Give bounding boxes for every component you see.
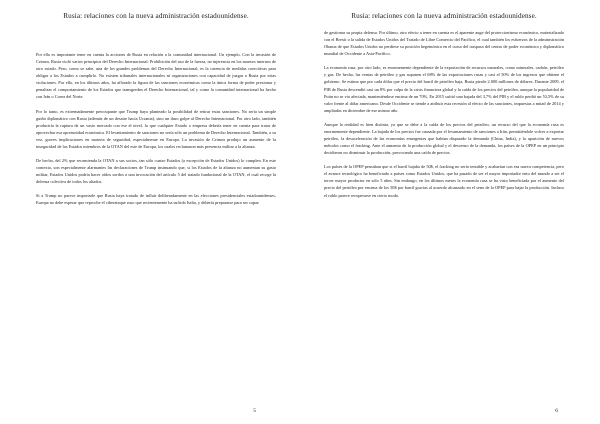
- paragraph: de gestionar su propia defensa. Por último, otro efecto a tener en cuenta es el aparente auge del proteccionismo económico, materializado con el Brexit o la salida de Estados Unidos del Tratado de Libre Comercio del Pacífico, el cual también los esfuerzos de la administración Obama de que Estados Unidos no perdiese su posición hegemónica en el curso del traspaso del centro de poder económico y diplomático mundial de Occidente a Asia-Pacífico.: [324, 30, 564, 57]
- paragraph: Los países de la OPEP pensaban que si el barril bajaba de 50$, el fracking no sería rentable y acabarían con esa nueva competencia, pero el avance tecnológico ha beneficiado a países como Estados Unidos, que ha pasado de ser el mayor importador neto del mundo a ser el tercer mayor productor en sólo 5 años. Sin embargo, en los últimos meses la economía rusa se ha visto beneficiada por el aumento del precio del petróleo por encima de los 50$ por barril gracias al acuerdo alcanzado en el seno de la OPEP para bajar la producción. Incluso el rublo parece recuperarse en cierto modo.: [324, 164, 564, 198]
- page-number: 5: [253, 408, 256, 414]
- paragraph: De hecho, del 2% que recomienda la OTAN a sus socios, tan sólo cuatro Estados (a excepción de Estados Unidos) lo cumplen. En este contexto, son especialmente alarmantes las declaraciones de Trump insinuando que, si los Estados de la alianza no aumentan su gasto militar, Estados Unidos podría hacer oídos sordos a una invocación del artículo 5 del tratado fundacional de la OTAN, el cual recoge la defensa colectiva de todos los aliados.: [36, 157, 276, 185]
- right-page: [300, 0, 600, 424]
- paragraph: La economía rusa, por otro lado, es enormemente dependiente de la exportación de recursos naturales, como minerales, carbón, petróleo y gas. De hecho, las ventas de petróleo y gas suponen el 68% de las exportaciones rusas y casi el 50% de los ingresos que obtiene el gobierno. Se estima que por cada dólar que el precio del barril de petróleo baja, Rusia pierde 2.000 millones de dólares. Durante 2009, el PIB de Rusia descendió casi un 8% por culpa de la crisis financiera global y la caída de los precios del petróleo, aunque la popularidad de Putin no se vio afectada, manteniéndose encima de un 70%. En 2015 sufrió una bajada del 3,7% del PIB y el rublo perdió un 53,5% de su valor frente al dólar americano. Desde Occidente se tiende a atribuir esta recesión al efecto de las sanciones, impuestas a mitad de 2014 y ampliadas en diciembre de ese mismo año.: [324, 65, 564, 113]
- paragraph: Aunque la realidad es bien distinta, ya que se debe a la caída de los precios del petróleo, un recurso del que la economía rusa es enormemente dependiente. La bajada de los precios fue causada por el levantamiento de sanciones a Irán, permitiéndole volver a exportar petróleo, la desaceleración de las economías emergentes que habían disparado la demanda (China, India), y la aparición de nuevos métodos como el fracking. Ante el aumento de la producción global y el descenso de la demanda, los países de la OPEP en un principio decidieron no disminuir la producción, provocando una caída de precios.: [324, 121, 564, 156]
- running-header: Rusia: relaciones con la nueva administración estadounidense.: [351, 12, 537, 20]
- paragraph: Por ello es importante tener en cuenta la acciones de Rusia en relación a la comunidad internacional. Un ejemplo. Con la invasión de Crimea, Rusia violó varios principios del Derecho Internacional: Prohibición del uso de la fuerza, no injerencia en los asuntos internos de otro estado. Pero, como se sabe, una de los grandes problemas del Derecho Internacional, es la carencia de medidas coercitivas para obligar a los Estados a cumplirlo. No existen tribunales internacionales ni organizaciones con capacidad de juzgar a Rusia por estas violaciones. Por ello, en los últimos años, ha aflorado la figura de las sanciones económicas como la única forma de poder presionar y penalizar el comportamiento de los Estados que transgreden el Derecho Internacional, tal y como la comunidad internacional ha hecho con Irán o Corea del Norte.: [36, 52, 276, 100]
- paragraph: Si a Trump no parece importarle que Rusia haya tratado de influir deliberadamente en las elecciones presidenciales estadounidenses, Europa no debe esperar que reproche el ciberataque ruso que recientemente ha sufrido Italia, y debería prepararse para ser capaz: [36, 193, 276, 206]
- page-body: [324, 29, 564, 199]
- page-body: [36, 51, 276, 206]
- page-number: 6: [555, 408, 558, 414]
- paragraph: Por lo tanto, es extremadamente preocupante que Trump haya planteado la posibilidad de retirar estas sanciones. No sería un simple guiño diplomático con Rusia (además de un desaire hacia Ucrania), sino un duro golpe al Derecho Internacional. Por otro lado, también produciría la ruptura de un vasto mercado con ese el nivel, lo que cualquier Estado o empresa debería tener en cuenta para tratar de aprovechar esa oportunidad económica. El levantamiento de sanciones no sería sólo un problema de Derecho Internacional. También, a su vez, graves implicaciones en materia de seguridad, especialmente en Europa. La invasión de Crimea produjo un aumento de la inseguridad de los Estados miembros de la OTAN del este de Europa, los cuales reclamaron más presencia militar a la alianza.: [36, 108, 277, 149]
- running-header: Rusia: relaciones con la nueva administración estadounidense.: [63, 12, 249, 20]
